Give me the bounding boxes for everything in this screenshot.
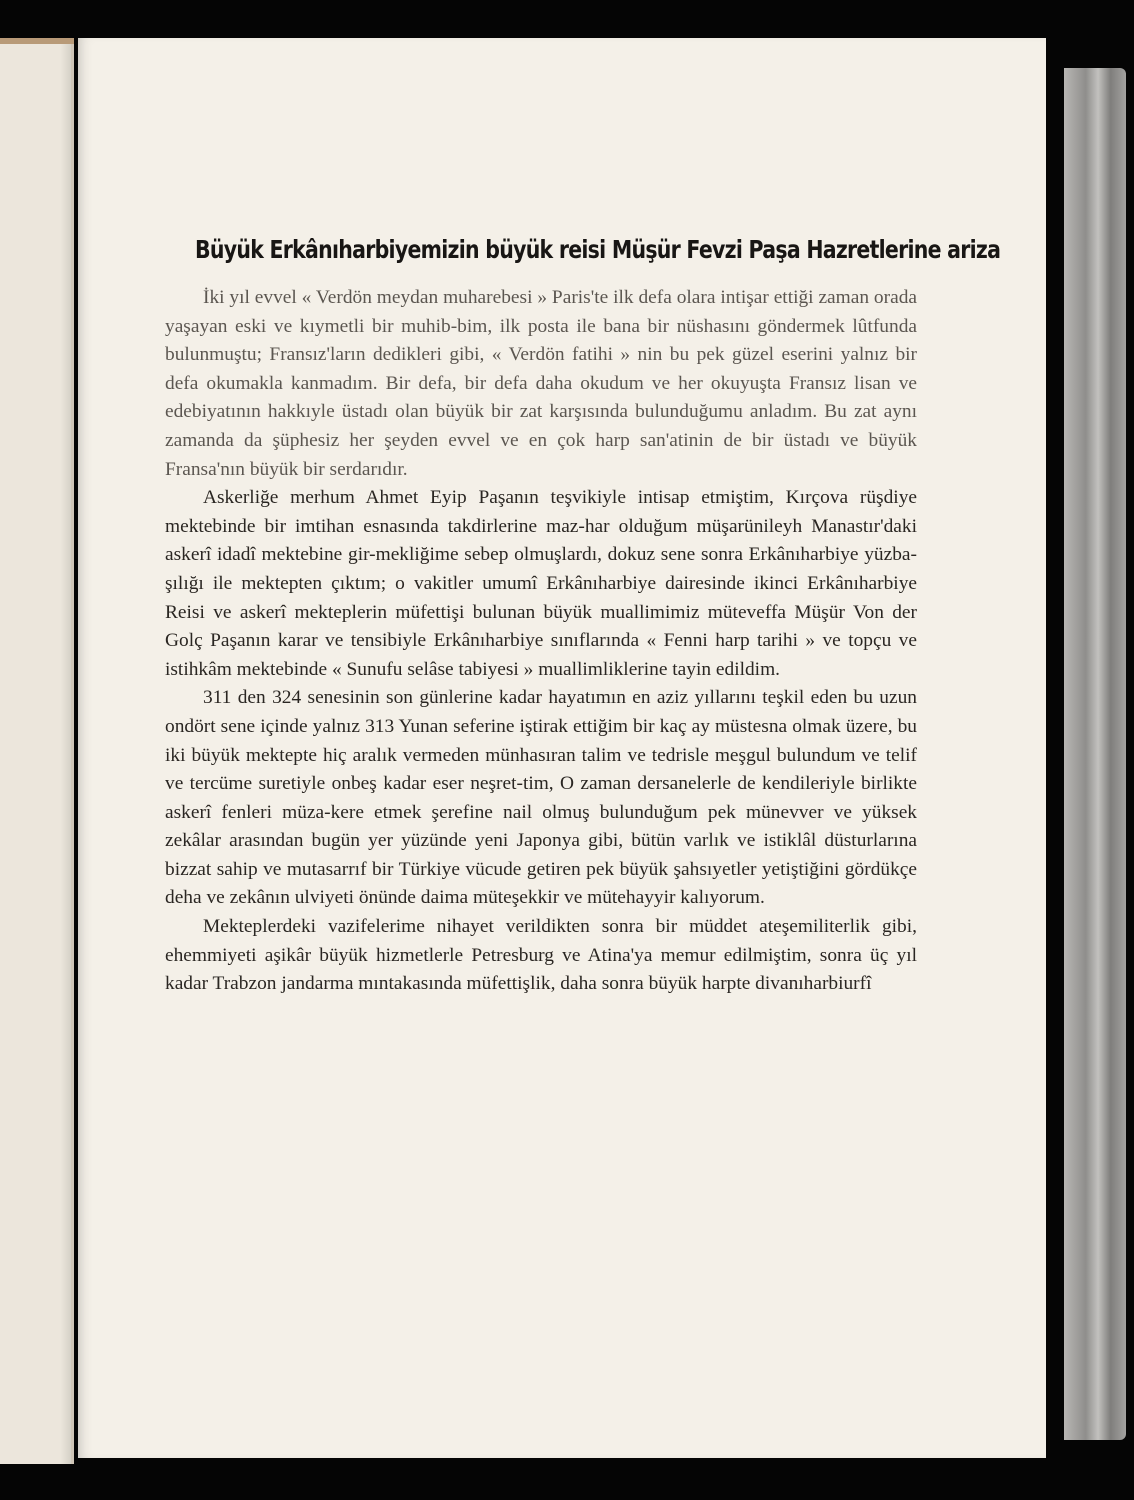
page-title: Büyük Erkânıharbiyemizin büyük reisi Müşür Fevzi Paşa Hazretlerine ariza: [195, 235, 1001, 264]
page-content: [165, 234, 1001, 999]
page-stack-edge: [1064, 68, 1126, 1440]
paragraph-2: Askerliğe merhum Ahmet Eyip Paşanın teşvikiyle intisap etmiştim, Kırçova rüşdiye mektebinde bir imtihan esnasında takdirlerine maz-har olduğum müşarünileyh Manastır'daki askerî idadî mektebine gir-mekliğime sebep olmuşlardı, dokuz sene sonra Erkânıharbiye yüzba-şılığı ile mektepten çıktım; o vakitler umumî Erkânıharbiye dairesinde ikinci Erkânıharbiye Reisi ve askerî mekteplerin müfettişi bulunan büyük muallimimiz müteveffa Müşür Von der Golç Paşanın karar ve tensibiyle Erkânıharbiye sınıflarında « Fenni harp tarihi » ve topçu ve istihkâm mektebinde « Sunufu selâse tabiyesi » muallimliklerine tayin edildim.: [165, 487, 917, 680]
previous-page-spine: [71, 44, 74, 1464]
paragraph-4: Mekteplerdeki vazifelerime nihayet verildikten sonra bir müddet ateşemiliterlik gibi, ehemmiyeti aşikâr büyük hizmetlerle Petresburg ve Atina'ya memur edilmiştim, sonra üç yıl kadar Trabzon jandarma mıntakasında müfettişlik, daha sonra büyük harpte divanıharbiurfî: [165, 916, 917, 995]
paragraph-3: 311 den 324 senesinin son günlerine kadar hayatımın en aziz yıllarını teşkil eden bu uzun ondört sene içinde yalnız 313 Yunan seferine iştirak ettiğim bir kaç ay müstesna olmak üzere, bu iki büyük mektepte hiç aralık vermeden münhasıran talim ve tedrisle meşgul bulundum ve telif ve tercüme suretiyle onbeş kadar eser neşret-tim, O zaman dersanelerle de kendileriyle birlikte askerî fenleri müza-kere etmek şerefine nail olmuş bulunduğum pek münevver ve yüksek zekâlar arasından bugün yer yüzünde yeni Japonya gibi, bütün varlık ve istiklâl düsturlarına bizzat sahip ve mutasarrıf bir Türkiye vücude getiren pek büyük şahsıyetler yetiştiğini gördükçe deha ve zekânın ulviyeti önünde daima müteşekkir ve mütehayyir kalıyorum.: [165, 687, 917, 909]
book-page: [78, 38, 1046, 1458]
paragraph-1: İki yıl evvel « Verdön meydan muharebesi » Paris'te ilk defa olara intişar ettiği zaman orada yaşayan eski ve kıymetli bir muhib-bim, ilk posta ile bana bir nüshasını göndermek lûtfunda bulunmuştu; Fransız'ların dedikleri gibi, « Verdön fatihi » nin bu pek güzel eserini yalnız bir defa okumakla kanmadım. Bir defa, bir defa daha okudum ve her okuyuşta Fransız lisan ve edebiyatının hakkıyle üstadı olan büyük bir zat karşısında bulunduğumu anladım. Bu zat aynı zamanda da şüphesiz her şeyden evvel ve en çok harp san'atinin de bir üstadı ve büyük Fransa'nın büyük bir serdarıdır.: [165, 287, 917, 480]
previous-page-edge: [0, 38, 74, 1464]
